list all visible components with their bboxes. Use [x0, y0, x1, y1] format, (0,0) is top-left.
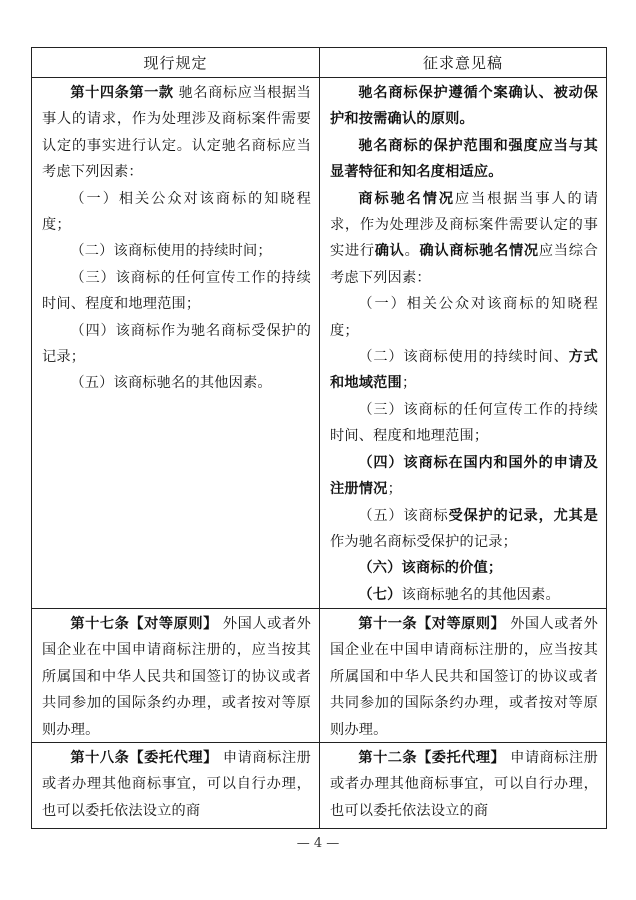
paragraph: [330, 80, 598, 133]
text: 应当综合考虑下列因素：: [330, 243, 598, 286]
paragraph: [42, 318, 311, 371]
paragraph: [330, 133, 598, 186]
text: （三）该商标的任何宣传工作的持续时间、程度和地理范围；: [42, 269, 311, 313]
text: 申请商标注册或者办理其他商标事宜，可以自行办理，也可以委托依法设立的商: [42, 750, 311, 819]
row2-draft-cell: [320, 609, 606, 742]
text: 。: [404, 243, 420, 260]
text: 作为驰名商标受保护的记录；: [330, 533, 518, 550]
bold-text: （六）该商标的价值；: [358, 560, 503, 577]
paragraph: [330, 555, 598, 581]
paragraph: [330, 503, 598, 556]
row1-draft-cell: [320, 78, 606, 608]
paragraph: [330, 291, 598, 344]
bold-text: 第十八条【委托代理】: [70, 750, 218, 766]
text: （四）该商标作为驰名商标受保护的记录；: [42, 322, 311, 366]
text: 应当根据当事人的请求，作为处理涉及商标案件需要认定的事实进行: [330, 190, 598, 260]
bold-text: 第十七条【对等原则】: [70, 616, 218, 632]
paragraph: [42, 745, 311, 824]
page-number: — 4 —: [296, 836, 340, 851]
paragraph: [330, 344, 598, 397]
bold-text: 受保护的记录，尤其是: [448, 507, 598, 524]
text: （二）该商标使用的持续时间；: [70, 243, 272, 260]
text: 驰名商标应当根据当事人的请求，作为处理涉及商标案件需要认定的事实进行认定。认定驰名商标应当考虑下列因素：: [42, 85, 311, 181]
text: 申请商标注册或者办理其他商标事宜，可以自行办理，也可以委托依法设立的商: [330, 750, 598, 819]
header-draft: 征求意见稿: [422, 54, 503, 72]
comparison-table: [31, 47, 607, 829]
text: （五）该商标驰名的其他因素。: [70, 375, 272, 392]
row1-current-cell: [32, 78, 319, 608]
text: ；: [387, 481, 402, 498]
bold-text: 第十一条【对等原则】: [358, 616, 506, 632]
paragraph: [330, 397, 598, 450]
paragraph: [330, 611, 598, 743]
bold-text: （四）该商标在国内和国外的申请及注册情况: [330, 454, 598, 498]
paragraph: [42, 238, 311, 264]
bold-text: 确认: [374, 243, 405, 260]
paragraph: [42, 370, 311, 396]
bold-text: 方式和地域范围: [330, 349, 598, 392]
bold-text: 确认商标驰名情况: [419, 243, 539, 260]
text: （一）相关公众对该商标的知晓程度；: [330, 296, 598, 339]
bold-text: 商标驰名情况: [358, 190, 455, 207]
bold-text: 驰名商标保护遵循个案确认、被动保护和按需确认的原则。: [330, 85, 598, 128]
paragraph: [42, 80, 311, 186]
text: ；: [401, 375, 417, 392]
text: 外国人或者外国企业在中国申请商标注册的，应当按其所属国和中华人民共和国签订的协议或者共同参加的国际条约办理，或者按对等原则办理。: [330, 616, 598, 738]
bold-text: 第十四条第一款: [70, 85, 174, 101]
text: （一）相关公众对该商标的知晓程度；: [42, 190, 311, 234]
bold-text: 第十二条【委托代理】: [358, 750, 506, 766]
text: （三）该商标的任何宣传工作的持续时间、程度和地理范围；: [330, 401, 598, 445]
header-current-rules: 现行规定: [143, 54, 208, 72]
paragraph: [42, 611, 311, 743]
paragraph: [330, 745, 598, 824]
row3-current-cell: [32, 743, 319, 829]
paragraph: [42, 186, 311, 239]
text: （五）该商标: [358, 507, 449, 524]
text: （二）该商标使用的持续时间、: [358, 349, 569, 366]
text: 外国人或者外国企业在中国申请商标注册的，应当按其所属国和中华人民共和国签订的协议或者共同参加的国际条约办理，或者按对等原则办理。: [42, 616, 311, 738]
paragraph: [330, 186, 598, 292]
row2-current-cell: [32, 609, 319, 742]
row3-draft-cell: [320, 743, 606, 829]
paragraph: [330, 582, 598, 608]
bold-text: 驰名商标的保护范围和强度应当与其显著特征和知名度相适应。: [330, 137, 598, 181]
paragraph: [42, 265, 311, 318]
paragraph: [330, 450, 598, 503]
text: 该商标驰名的其他因素。: [401, 586, 560, 603]
bold-text: （七）: [358, 586, 402, 603]
